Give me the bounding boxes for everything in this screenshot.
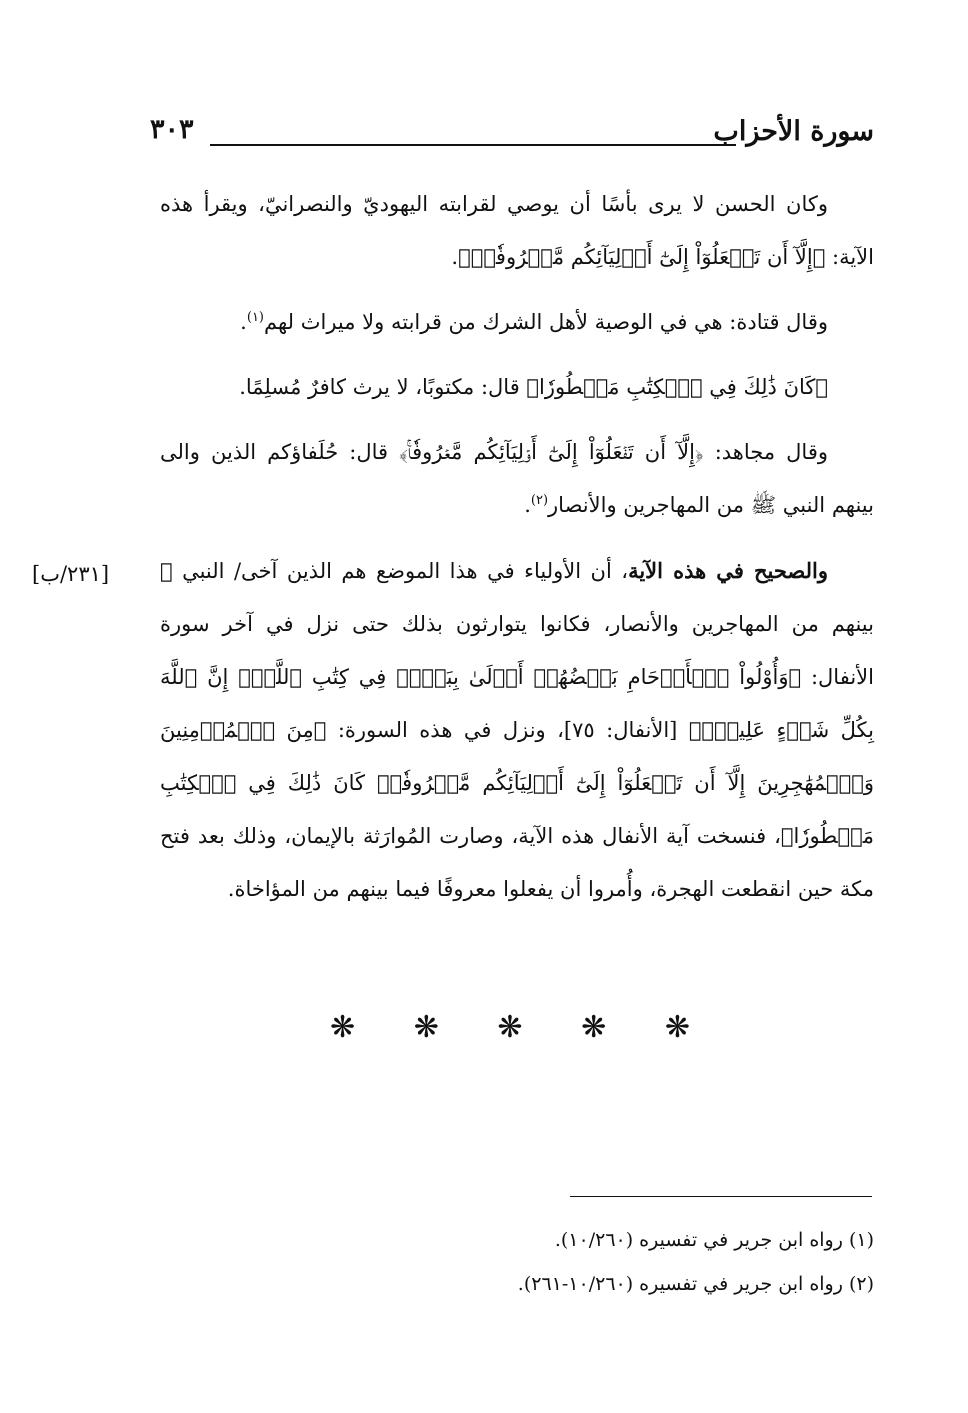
paragraph-qatada [160, 296, 874, 349]
text: وقال قتادة: هي في الوصية لأهل الشرك من قرابته ولا ميراث لهم [264, 310, 828, 334]
text: قال: مكتوبًا، لا يرث كافرٌ مُسلِمًا. [239, 375, 527, 399]
paragraph-kana-dhalika [160, 361, 874, 414]
text: . [451, 245, 459, 269]
main-text [160, 178, 874, 928]
manuscript-folio-note: [٢٣١/ب] [32, 562, 110, 586]
footnote-ref-2[interactable]: (٢) [530, 493, 549, 508]
bold-heading-phrase: والصحيح في هذه الآية [628, 558, 829, 583]
page-number: ٣٠٣ [150, 114, 194, 145]
footnote-1: (١) رواه ابن جرير في تفسيره (١٠/٢٦٠). [554, 1229, 874, 1251]
footnote-ref-1[interactable]: (١) [246, 310, 264, 325]
footnote-2: (٢) رواه ابن جرير في تفسيره (١٠/٢٦٠-٢٦١). [517, 1273, 874, 1295]
footnote-rule [570, 1196, 872, 1197]
section-separator [330, 1010, 690, 1045]
paragraph-mujahid [160, 426, 874, 532]
text: ، فنسخت آية الأنفال هذه الآية، وصارت المُوارَثة بالإيمان، وذلك بعد فتح مكة حين انقطعت الهجرة، وأُمروا أن يفعلوا معروفًا فيما بينهم من المؤاخاة. [160, 824, 874, 901]
quran-verse: ﴿كَانَ ذَٰلِكَ فِي ٱلۡكِتَٰبِ مَسۡطُورٗا﴾ [526, 375, 828, 399]
star-ornament-icon: ❋ [497, 1010, 523, 1045]
text: قال: حُلَفاؤكم الذين والى بينهم النبي ﷺ من المهاجرين والأنصار [160, 440, 874, 517]
quran-verse: ﴿مِنَ ٱلۡمُؤۡمِنِينَ وَٱلۡمُهَٰجِرِينَ إِلَّآ أَن تَفۡعَلُوٓاْ إِلَىٰٓ أَوۡلِيَآئِكُم مَّعۡرُوفٗاۚ كَانَ ذَٰلِكَ فِي ٱلۡكِتَٰبِ مَسۡطُورٗا﴾ [160, 718, 874, 848]
text: ، أن الأولياء في هذا الموضع هم الذين آخى/ النبي ﷺ بينهم من المهاجرين والأنصار، فكانوا يتوارثون بذلك حتى نزل في آخر سورة الأنفال: [160, 559, 874, 689]
text: وقال مجاهد: [703, 440, 829, 464]
header-rule [210, 144, 736, 146]
verse-reference: [الأنفال: ٧٥]، ونزل في هذه السورة: [326, 718, 689, 742]
text: وكان الحسن لا يرى بأسًا أن يوصي لقرابته اليهوديّ والنصرانيّ، ويقرأ هذه الآية: [160, 192, 874, 269]
quran-verse: ﴿وَأُوْلُواْ ٱلۡأَرۡحَامِ بَعۡضُهُمۡ أَوۡلَىٰ بِبَعۡضٖ فِي كِتَٰبِ ٱللَّهِۚ إِنَّ ٱللَّهَ بِكُلِّ شَيۡءٍ عَلِيمُۢ﴾ [160, 665, 874, 742]
surah-title: سورة الأحزاب [713, 116, 874, 147]
page-header [150, 112, 874, 160]
text: . [524, 493, 531, 517]
star-ornament-icon: ❋ [664, 1010, 690, 1045]
text: . [240, 310, 247, 334]
star-ornament-icon: ❋ [330, 1010, 356, 1045]
star-ornament-icon: ❋ [581, 1010, 607, 1045]
paragraph-hasan [160, 178, 874, 284]
paragraph-sahih [160, 544, 874, 916]
quran-verse: ﴿إِلَّآ أَن تَفۡعَلُوٓاْ إِلَىٰٓ أَوۡلِيَآئِكُم مَّعۡرُوفٗاۚ﴾ [458, 245, 826, 269]
star-ornament-icon: ❋ [413, 1010, 439, 1045]
quran-verse: ﴿إِلَّآ أَن تَفۡعَلُوٓاْ إِلَىٰٓ أَوۡلِيَآئِكُم مَّعۡرُوفٗاۚ﴾ [399, 440, 704, 464]
footnotes [300, 1218, 874, 1306]
